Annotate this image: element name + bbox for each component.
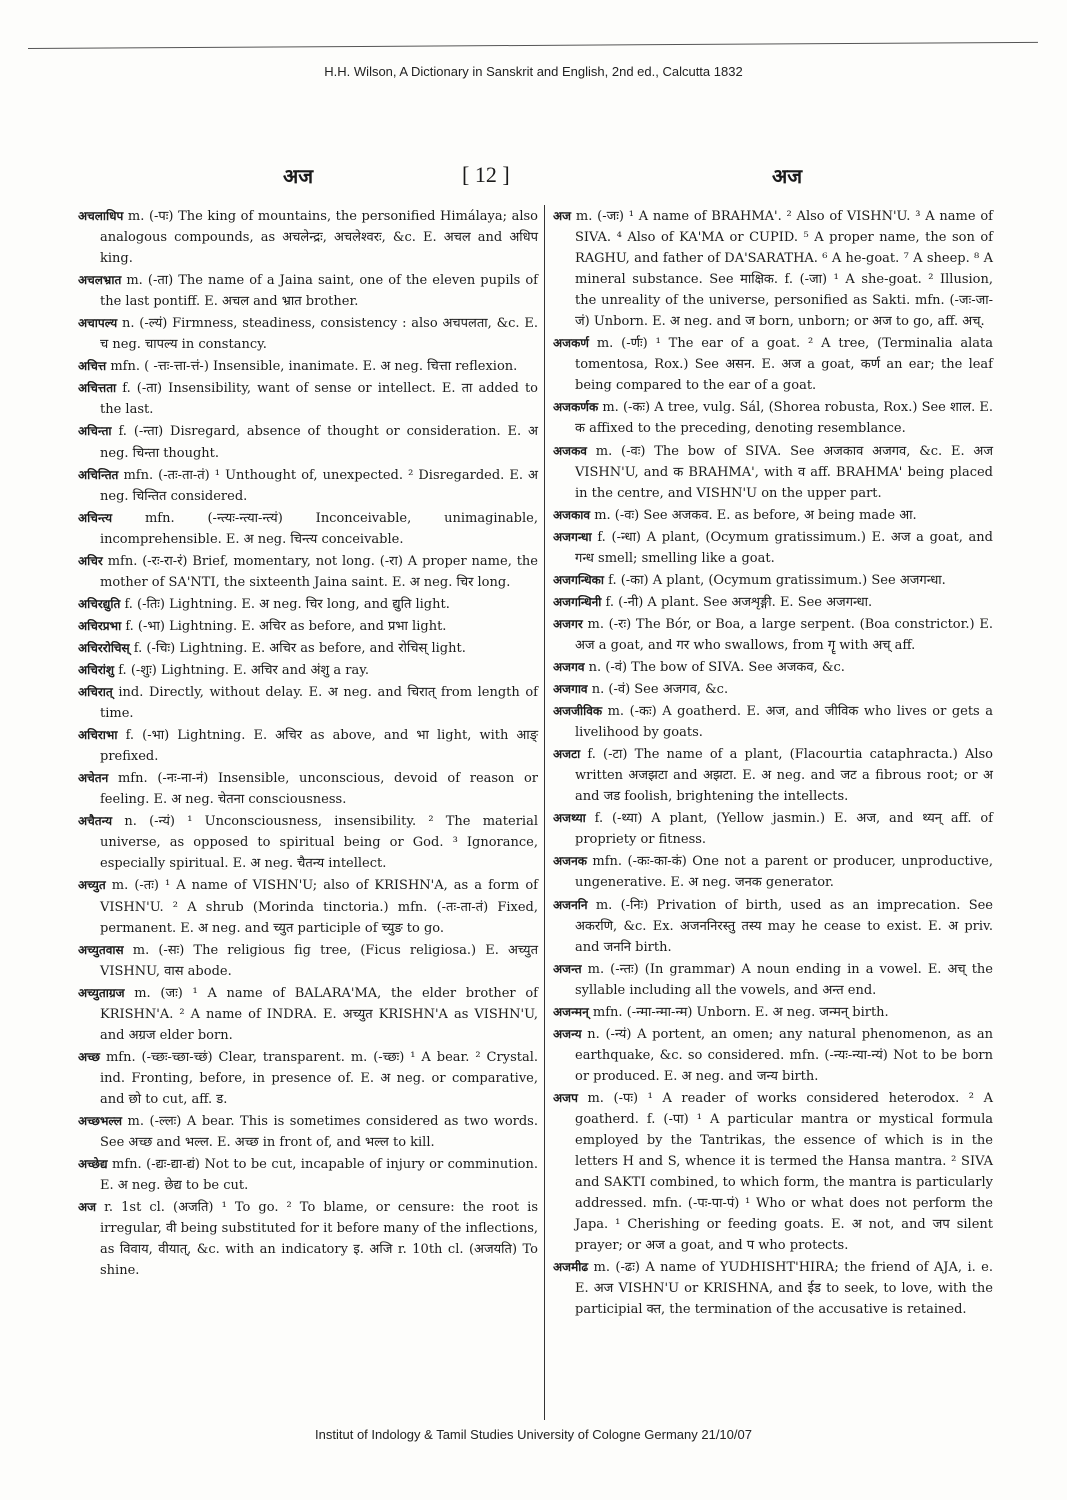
running-head [0, 162, 1067, 192]
dictionary-entry [553, 1002, 993, 1023]
headword: अजजीविक [553, 704, 603, 719]
definition-text: mfn. (-द्यः-द्या-द्यं) Not to be cut, incapable of injury or comminution. E. अ neg. छेद्य to be cut. [100, 1157, 538, 1194]
source-caption: H.H. Wilson, A Dictionary in Sanskrit and English, 2nd ed., Calcutta 1832 [324, 64, 743, 79]
definition-text: mfn. (-न्त्यः-न्त्या-न्त्यं) Inconceivable, unimaginable, incomprehensible. E. अ neg. चिन्त्य conceivable. [100, 510, 538, 547]
definition-text: f. (-भा) Lightning. E. अचिर as before, and प्रभा light. [121, 618, 447, 634]
definition-text: m. (-पः) The king of mountains, the personified Himálaya; also analogous compounds, as अचलेन्द्रः, अचलेश्वरः, &c. E. अचल and अधिप king. [100, 209, 538, 267]
headword: अचापल्य [78, 316, 118, 331]
headword: अजननि [553, 897, 588, 912]
headword: अचिरप्रभा [78, 618, 122, 633]
dictionary-entry [78, 551, 538, 593]
dictionary-entry [78, 465, 538, 507]
dictionary-entry [553, 808, 993, 850]
definition-text: n. (-वं) The bow of SIVA. See अजकव, &c. [584, 659, 845, 675]
definition-text: m. (-जः) ¹ A name of BRAHMA'. ² Also of VISHN'U. ³ A name of SIVA. ⁴ Also of KA'MA or CUPID. ⁵ A proper name, the son of RAGHU, and father of DA'SARATHA. ⁶ A he-goat. ⁷ A sheep. ⁸ A mineral substance. See माक्षिक. f. (-जा) ¹ A she-goat. ² Illusion, the unreality of the universe, personified as Sakti. mfn. (-जः-जा-जं) Unborn. E. अ neg. and ज born, unborn; or अज to go, aff. अच्. [571, 209, 993, 330]
headword: अजमीढ [553, 1260, 589, 1275]
definition-text: n. (-ल्यं) Firmness, steadiness, consistency : also अचपलता, &c. E. च neg. चापल्य in constancy. [100, 316, 538, 353]
dictionary-entry [78, 1154, 538, 1196]
running-head-left: अज [283, 164, 314, 188]
definition-text: f. (-न्ता) Disregard, absence of thought or consideration. E. अ neg. चिन्ता thought. [100, 424, 538, 461]
headword: अजगाव [553, 682, 588, 697]
headword: अजगन्धिका [553, 572, 604, 587]
definition-text: f. (-ता) Insensibility, want of sense or intellect. E. ता added to the last. [100, 381, 538, 418]
definition-text: m. (-ढः) A name of YUDHISHT'HIRA; the friend of AJA, i. e. E. अज VISHN'U or KRISHNA, and ईड to seek, to love, with the participial क्त, the termination of the accusative is retained. [575, 1260, 993, 1318]
headword: अचिन्त्य [78, 510, 113, 525]
dictionary-entry [78, 682, 538, 724]
dictionary-entry [78, 1047, 538, 1110]
definition-text: f. (-भा) Lightning. E. अचिर as above, and भा light, with आङ् prefixed. [100, 728, 538, 765]
headword: अजकाव [553, 507, 591, 522]
headword: अचलभ्रात [78, 273, 122, 288]
definition-text: f. (-थ्या) A plant, (Yellow jasmin.) E. अज, and थ्यन् aff. of propriety or fitness. [575, 811, 993, 848]
dictionary-entry [553, 527, 993, 569]
headword: अजगन्धा [553, 529, 592, 544]
definition-text: mfn. (-नः-ना-नं) Insensible, unconscious, devoid of reason or feeling. E. अ neg. चेतना consciousness. [100, 771, 538, 808]
definition-text: mfn. (-कः-का-कं) One not a parent or producer, unproductive, ungenerative. E. अ neg. जनक generator. [575, 854, 993, 891]
dictionary-entry [553, 959, 993, 1001]
definition-text: mfn. (-न्मा-न्मा-न्म) Unborn. E. अ neg. जन्मन् birth. [588, 1004, 889, 1020]
definition-text: m. (-कः) A goatherd. E. अज, and जीविक who lives or gets a livelihood by goats. [575, 704, 993, 741]
headword: अच्छभल्ल [78, 1113, 122, 1128]
headword: अचित्त [78, 359, 107, 374]
dictionary-entry [553, 1088, 993, 1256]
headword: अजकव [553, 443, 587, 458]
page-number: [ 12 ] [462, 162, 510, 187]
definition-text: r. 1st cl. (अजति) ¹ To go. ² To blame, or censure: the root is irregular, वी being substituted for it before many of the inflections, as विवाय, वीयात्, &c. with an indicatory इ. अजि r. 10th cl. (अजयति) To shine. [96, 1200, 538, 1279]
dictionary-entry [78, 1197, 538, 1281]
definition-text: f. (-टा) The name of a plant, (Flacourtia cataphracta.) Also written अजझटा and अझटा. E. अ neg. and जट a fibrous root; or अ and जड foolish, brightening the intellects. [575, 747, 993, 805]
dictionary-entry [553, 895, 993, 958]
headword: अजप [553, 1090, 578, 1105]
definition-text: mfn. (-रः-रा-रं) Brief, momentary, not long. (-रा) A proper name, the mother of SA'NTI, the sixteenth Jaina saint. E. अ neg. चिर long. [100, 553, 538, 590]
definition-text: m. (-पः) ¹ A reader of works considered heterodox. ² A goatherd. f. (-पा) ¹ A particular mantra or mystical formula employed by the Tantrikas, the essence of which is in the letters H and S, whence it is termed the Hansa mantra. ² SIVA and SAKTI combined, to which form, the mantra is particularly addressed. mfn. (-पः-पा-पं) ¹ Who or what does not perform the Japa. ¹ Cherishing or feeding goats. E. अ not, and जप silent prayer; or अज a goat, and प who protects. [575, 1090, 993, 1254]
dictionary-entry [78, 616, 538, 637]
dictionary-entry [553, 701, 993, 743]
definition-text: m. (-निः) Privation of birth, used as an imprecation. See अकरणि, &c. Ex. अजननिरस्तु तस्य may he cease to exist. E. अ priv. and जननि birth. [575, 897, 993, 955]
dictionary-entry [553, 206, 993, 332]
headword: अजन्य [553, 1026, 582, 1041]
headword: अच्युत [78, 878, 106, 893]
dictionary-entry [78, 725, 538, 767]
dictionary-entry [553, 592, 993, 613]
dictionary-entry [553, 505, 993, 526]
dictionary-entry [553, 657, 993, 678]
dictionary-entry [78, 811, 538, 874]
definition-text: mfn. ( -त्तः-त्ता-त्तं-) Insensible, inanimate. E. अ neg. चित्ता reflexion. [106, 359, 518, 375]
definition-text: m. (जः) ¹ A name of BALARA'MA, the elder brother of KRISHN'A. ² A name of INDRA. E. अच्युत KRISHN'A as VISHN'U, and अग्रज elder born. [100, 985, 538, 1043]
definition-text: mfn. (-तः-ता-तं) ¹ Unthought of, unexpected. ² Disregarded. E. अ neg. चिन्तित considered. [100, 467, 538, 504]
headword: अचिन्तित [78, 467, 119, 482]
dictionary-entry [78, 638, 538, 659]
headword: अजकर्णक [553, 400, 599, 415]
scan-top-rule [28, 42, 1038, 49]
dictionary-entry [78, 508, 538, 550]
dictionary-entry [553, 679, 993, 700]
definition-text: f. (-नी) A plant. See अजशृङ्गी. E. See अजगन्धा. [601, 594, 873, 610]
headword: अचिररोचिस् [78, 640, 130, 655]
dictionary-entry [553, 570, 993, 591]
headword: अचिरांशु [78, 662, 115, 677]
dictionary-entry [553, 1257, 993, 1320]
dictionary-entry [78, 983, 538, 1046]
headword: अचलाधिप [78, 209, 124, 223]
definition-text: m. (-र्णः) ¹ The ear of a goat. ² A tree, (Terminalia alata tomentosa, Rox.) See असन. E. अज a goat, कर्ण an ear; the leaf being compared to the ear of a goat. [575, 336, 993, 394]
headword: अच्युताग्रज [78, 985, 125, 1000]
headword: अचित्तता [78, 381, 117, 396]
definition-text: ind. Directly, without delay. E. अ neg. and चिरात् from length of time. [100, 685, 538, 722]
headword: अचिर [78, 553, 103, 568]
dictionary-entry [553, 851, 993, 893]
definition-text: n. (-न्यं) ¹ Unconsciousness, insensibility. ² The material universe, as opposed to spiritual being or God. ³ Ignorance, especially spiritual. E. अ neg. चैतन्य intellect. [100, 814, 538, 872]
headword: अचिराभा [78, 728, 118, 743]
right-column [553, 206, 993, 1321]
definition-text: m. (-रः) The Bór, or Boa, a large serpent. (Boa constrictor.) E. अज a goat, and गर who swallows, from गॄ with अच् aff. [575, 616, 993, 653]
definition-text: m. (-तः) ¹ A name of VISHN'U; also of KRISHN'A, as a form of VISHN'U. ² A shrub (Morinda tinctoria.) mfn. (-तः-ता-तं) Fixed, permanent. E. अ neg. and च्युत participle of च्युङ to go. [100, 878, 538, 936]
left-column [78, 206, 538, 1282]
column-divider [544, 205, 545, 1420]
headword: अच्छ [78, 1049, 100, 1064]
dictionary-entry [78, 356, 538, 377]
definition-text: f. (-शुः) Lightning. E. अचिर and अंशु a ray. [114, 662, 369, 678]
headword: अजन्मन् [553, 1004, 589, 1019]
dictionary-entry [553, 614, 993, 656]
definition-text: f. (-तिः) Lightning. E. अ neg. चिर long, and द्युति light. [120, 596, 450, 612]
headword: अज [78, 1200, 97, 1215]
definition-text: m. (-वः) The bow of SIVA. See अजकाव अजगव, &c. E. अज VISHN'U, and क BRAHMA', with व aff. BRAHMA' being placed in the centre, and VISHN'U on the upper part. [575, 443, 993, 501]
definition-text: m. (-कः) A tree, vulg. Sál, (Shorea robusta, Rox.) See शाल. E. क affixed to the preceding, denoting resemblance. [575, 400, 993, 437]
dictionary-entry [78, 594, 538, 615]
definition-text: f. (-का) A plant, (Ocymum gratissimum.) See अजगन्धा. [603, 572, 946, 588]
headword: अजगर [553, 616, 583, 631]
headword: अच्युतवास [78, 942, 124, 957]
headword: अज [553, 209, 572, 223]
dictionary-entry [553, 441, 993, 504]
definition-text: m. (-ल्लः) A bear. This is sometimes considered as two words. See अच्छ and भल्ल. E. अच्छ in front of, and भल्ल to kill. [100, 1113, 538, 1151]
dictionary-entry [553, 333, 993, 396]
headword: अचिन्ता [78, 424, 112, 439]
running-head-right: अज [772, 164, 803, 188]
dictionary-entry [78, 875, 538, 938]
dictionary-entry [78, 270, 538, 312]
headword: अजन्त [553, 961, 582, 976]
dictionary-entry [553, 744, 993, 807]
definition-text: m. (-न्तः) (In grammar) A noun ending in a vowel. E. अच् the syllable including all the vowels, and अन्त end. [575, 961, 993, 998]
headword: अजटा [553, 747, 581, 762]
headword: अजगव [553, 659, 585, 674]
headword: अचिरद्युति [78, 596, 121, 611]
definition-text: mfn. (-च्छः-च्छा-च्छं) Clear, transparent. m. (-च्छः) ¹ A bear. ² Crystal. ind. Fronting, before, in presence of. E. अ neg. or comparative, and छो to cut, aff. ड. [100, 1049, 538, 1107]
headword: अजकर्ण [553, 336, 589, 351]
definition-text: n. (-न्यं) A portent, an omen; any natural phenomenon, as an earthquake, &c. so considered. mfn. (-न्यः-न्या-न्यं) Not to be born or produced. E. अ neg. and जन्य birth. [575, 1026, 993, 1084]
definition-text: m. (-वः) See अजकव. E. as before, अ being made आ. [590, 507, 917, 523]
dictionary-entry [78, 768, 538, 810]
headword: अचेतन [78, 771, 109, 786]
dictionary-entry [553, 1024, 993, 1087]
headword: अजनक [553, 854, 587, 869]
dictionary-entry [78, 206, 538, 269]
dictionary-entry [78, 313, 538, 355]
dictionary-entry [553, 397, 993, 439]
definition-text: f. (-चिः) Lightning. E. अचिर as before, and रोचिस् light. [129, 640, 466, 656]
definition-text: m. (-ता) The name of a Jaina saint, one of the eleven pupils of the last pontiff. E. अचल and भ्रात brother. [100, 273, 538, 310]
headword: अचैतन्य [78, 814, 113, 829]
dictionary-entry [78, 421, 538, 463]
definition-text: n. (-वं) See अजगव, &c. [587, 682, 729, 698]
dictionary-entry [78, 378, 538, 420]
headword: अजगन्धिनी [553, 594, 602, 609]
institution-caption: Institut of Indology & Tamil Studies University of Cologne Germany 21/10/07 [315, 1427, 752, 1442]
headword: अजथ्या [553, 811, 586, 826]
dictionary-entry [78, 1111, 538, 1153]
dictionary-entry [78, 940, 538, 982]
dictionary-entry [78, 660, 538, 681]
headword: अच्छेद्य [78, 1157, 108, 1172]
definition-text: m. (-सः) The religious fig tree, (Ficus religiosa.) E. अच्युत VISHNU, वास abode. [100, 942, 538, 979]
headword: अचिरात् [78, 685, 113, 700]
definition-text: f. (-न्धा) A plant, (Ocymum gratissimum.) E. अज a goat, and गन्ध smell; smelling like a goat. [575, 529, 993, 566]
